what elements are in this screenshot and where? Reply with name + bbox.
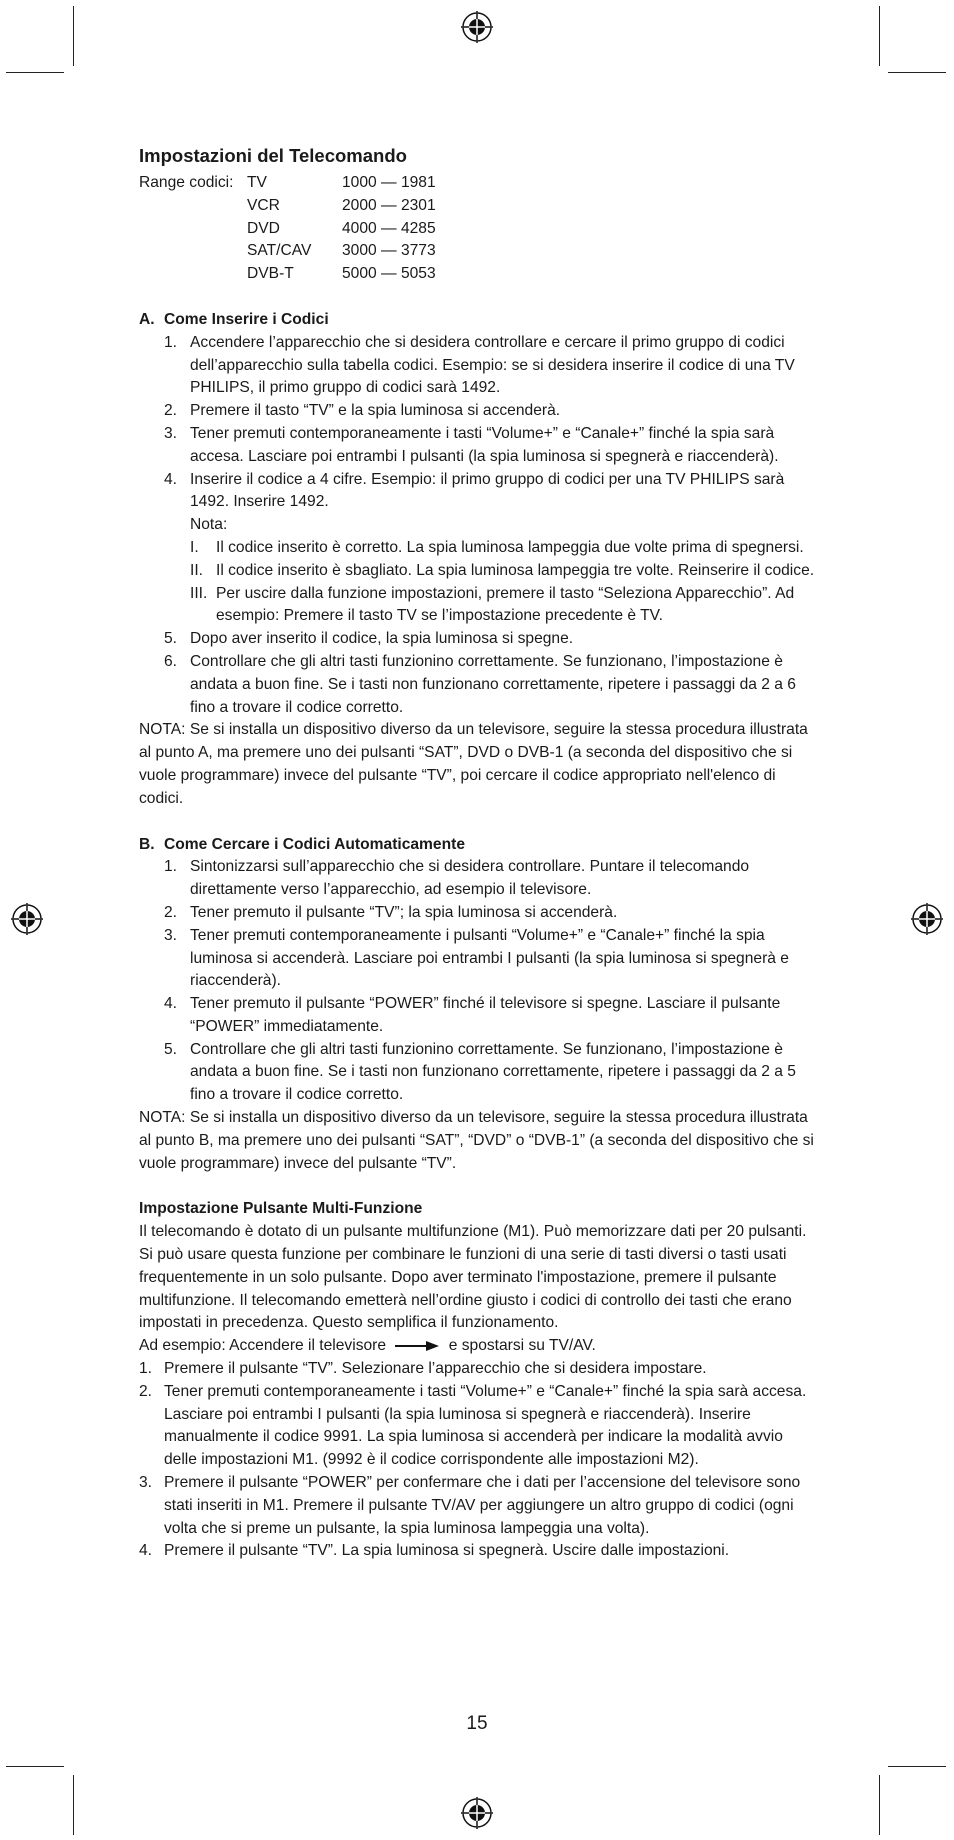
list-item: 1. Accendere l’apparecchio che si desidera controllare e cercare il primo gruppo di codici dell’apparecchio sulla tabella codici. Esempio: se si desidera inserire il codice di una TV PHILIPS, il primo gruppo di codici sarà 1492. [164, 333, 795, 397]
section-letter: A. [139, 310, 155, 328]
list-item: 5. Controllare che gli altri tasti funzionino correttamente. Se funzionano, l’impostazione è andata a buon fine. Se i tasti non funzionano correttamente, ripetere i passaggi da 2 a 5 fino a trovare il codice corretto. [164, 1040, 796, 1104]
list-item: 4. Premere il pulsante “TV”. La spia luminosa si spegnerà. Uscire dalle impostazioni. [139, 1542, 730, 1560]
range-device: DVD [247, 219, 280, 237]
range-value: 3000 — 3773 [342, 242, 436, 260]
range-value: 4000 — 4285 [342, 219, 436, 237]
section-a-heading [139, 309, 819, 332]
range-label: Range codici: [139, 174, 234, 191]
list-item: 6. Controllare che gli altri tasti funzionino correttamente. Se funzionano, l’impostazione è andata a buon fine. Se i tasti non funzionano correttamente, ripetere i passaggi da 2 a 6 fino a trovare il codice corretto. [164, 652, 796, 716]
list-item: 2. Tener premuto il pulsante “TV”; la spia luminosa si accenderà. [164, 903, 618, 921]
list-item: 2. Premere il tasto “TV” e la spia luminosa si accenderà. [164, 402, 561, 420]
table-row [139, 240, 436, 263]
crop-mark-bl-v [73, 1775, 74, 1835]
multi-function-example: Ad esempio: Accendere il televisore e spostarsi su TV/AV. [139, 1337, 596, 1355]
list-item: I. Il codice inserito è corretto. La spia luminosa lampeggia due volte prima di spegnersi. [190, 538, 804, 556]
list-item: 5. Dopo aver inserito il codice, la spia luminosa si spegne. [164, 630, 574, 648]
range-value: 5000 — 5053 [342, 265, 436, 283]
crop-mark-tl-v [73, 6, 74, 66]
list-item: 4. Tener premuto il pulsante “POWER” finché il televisore si spegne. Lasciare il pulsante “POWER” immediatamente. [164, 995, 781, 1035]
list-item: 3. Premere il pulsante “POWER” per confermare che i dati per l’accensione del televisore sono stati inseriti in M1. Premere il pulsante TV/AV per aggiungere un altro gruppo di codici (ogni volta che si preme un pulsante, la spia luminosa lampeggia una volta). [139, 1474, 801, 1537]
section-a-note: NOTA: Se si installa un dispositivo diverso da un televisore, seguire la stessa procedura illustrata al punto A, ma premere uno dei pulsanti “SAT”, DVD o DVB-1 (a seconda del dispositivo che si vuole programmare) invece del pulsante “TV”, poi cercare il codice appropriato nell'elenco di codici. [139, 721, 808, 807]
table-row [139, 172, 436, 195]
note-list [190, 537, 819, 628]
section-letter: B. [139, 835, 155, 853]
crop-mark-br-h [888, 1766, 946, 1767]
list-item: 3. Tener premuti contemporaneamente i tasti “Volume+” e “Canale+” finché la spia sarà accesa. Lasciare poi entrambi I pulsanti (la spia luminosa si spegnerà e riaccenderà). [164, 424, 779, 465]
range-device: VCR [247, 196, 280, 214]
range-value: 1000 — 1981 [342, 174, 436, 191]
section-b-heading [139, 834, 819, 857]
section-title: Come Inserire i Codici [164, 310, 329, 328]
table-row [139, 263, 436, 286]
crop-mark-br-v [879, 1775, 880, 1835]
registration-mark-icon [910, 902, 944, 936]
crop-mark-tr-v [879, 6, 880, 66]
section-b-steps [139, 856, 819, 1107]
multi-function-intro: Il telecomando è dotato di un pulsante multifunzione (M1). Può memorizzare dati per 20 pulsanti. Si può usare questa funzione per combinare le funzioni di una serie di tasti diversi o tasti usati frequentemente in un solo pulsante. Dopo aver terminato l'impostazione, premere il pulsante multifunzione. Il telecomando emetterà nell’ordine giusto i codici di controllo dei tasti che erano impostati in precedenza. Questo semplifica il funzionamento. [139, 1223, 807, 1332]
multi-function-steps [139, 1358, 819, 1563]
list-item: II. Il codice inserito è sbagliato. La spia luminosa lampeggia tre volte. Reinserire il codice. [190, 561, 815, 579]
arrow-right-icon [394, 1340, 440, 1352]
list-item: 1. Premere il pulsante “TV”. Selezionare l’apparecchio che si desidera impostare. [139, 1360, 707, 1378]
page-content [139, 144, 819, 1563]
section-a-steps [139, 332, 819, 720]
registration-mark-icon [460, 10, 494, 44]
list-item: 4. Inserire il codice a 4 cifre. Esempio: il primo gruppo di codici per una TV PHILIPS sarà 1492. Inserire 1492. Nota: I. Il codice inserito è corretto. La spia luminosa lampeggia due volte prima di spegnersi. II. Il codice inserito è sbagliato. La spia luminosa lampeggia tre volte. Reinserire il codice. III. Per uscire dalla funzione impostazioni, premere il tasto “Seleziona Apparecchio”. Ad esempio: Premere il tasto TV se l’impostazione precedente è TV. [139, 469, 819, 629]
range-device: TV [247, 174, 267, 191]
registration-mark-icon [460, 1796, 494, 1830]
registration-mark-icon [10, 902, 44, 936]
section-title: Come Cercare i Codici Automaticamente [164, 835, 465, 853]
page-title: Impostazioni del Telecomando [139, 145, 407, 166]
table-row [139, 195, 436, 218]
range-value: 2000 — 2301 [342, 196, 436, 214]
list-item: 3. Tener premuti contemporaneamente i pulsanti “Volume+” e “Canale+” finché la spia luminosa si accenderà. Lasciare poi entrambi I pulsanti (la spia luminosa si spegnerà e riaccenderà). [164, 926, 789, 990]
range-device: DVB-T [247, 265, 294, 283]
code-range-table [139, 172, 436, 286]
crop-mark-bl-h [6, 1766, 64, 1767]
range-device: SAT/CAV [247, 242, 312, 260]
table-row [139, 218, 436, 241]
multi-function-heading: Impostazione Pulsante Multi-Funzione [139, 1200, 423, 1218]
section-b-note: NOTA: Se si installa un dispositivo diverso da un televisore, seguire la stessa procedura illustrata al punto B, ma premere uno dei pulsanti “SAT”, “DVD” o “DVB-1” (a seconda del dispositivo che si vuole programmare) invece del pulsante “TV”. [139, 1109, 814, 1172]
crop-mark-tr-h [888, 72, 946, 73]
list-item: 1. Sintonizzarsi sull’apparecchio che si desidera controllare. Puntare il telecomando direttamente verso l’apparecchio, ad esempio il televisore. [164, 858, 750, 899]
page-number: 15 [466, 1713, 488, 1734]
list-item: III. Per uscire dalla funzione impostazioni, premere il tasto “Seleziona Apparecchio”. Ad esempio: Premere il tasto TV se l’impostazione precedente è TV. [190, 584, 795, 625]
list-item: 2. Tener premuti contemporaneamente i tasti “Volume+” e “Canale+” finché la spia sarà accesa. Lasciare poi entrambi I pulsanti (la spia luminosa si spegnerà e riaccenderà). Inserire manualmente il codice 9991. La spia luminosa si accenderà per indicare la modalità avvio delle impostazioni M1. (9992 è il codice corrispondente alle impostazioni M2). [139, 1382, 807, 1469]
crop-mark-tl-h [6, 72, 64, 73]
note-label: Nota: [190, 516, 228, 534]
